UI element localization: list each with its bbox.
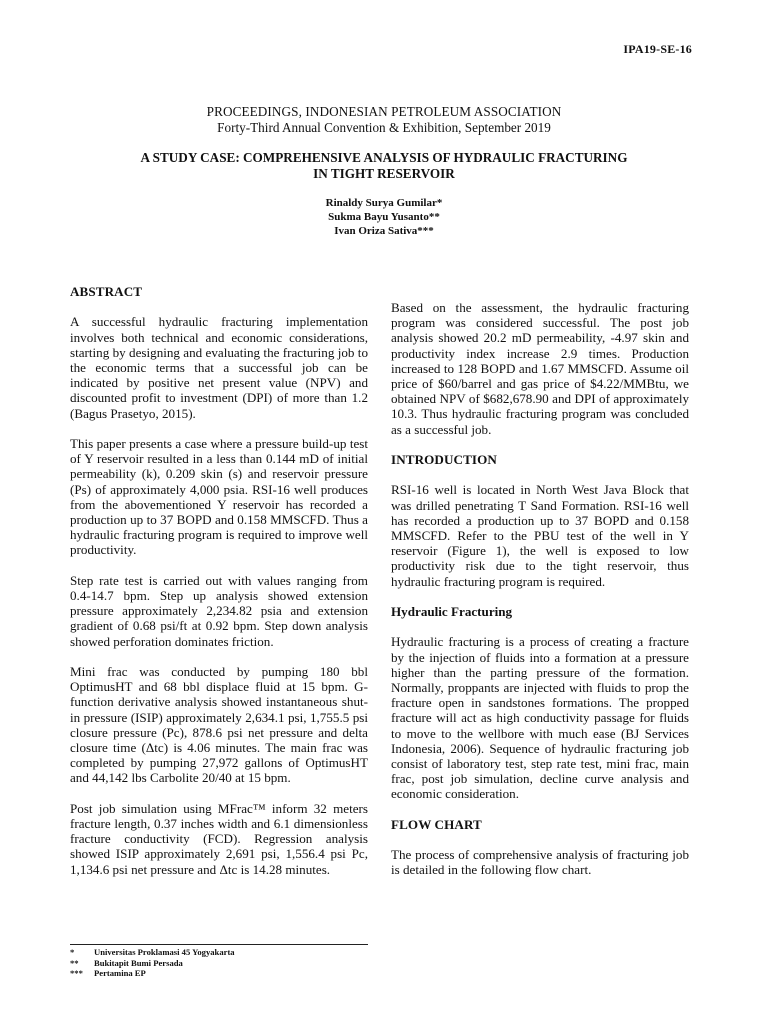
footnote-affiliation: Pertamina EP bbox=[94, 968, 146, 979]
author-name: Ivan Oriza Sativa*** bbox=[334, 225, 434, 237]
abstract-paragraph: Post job simulation using MFrac™ inform 32 meters fracture length, 0.37 inches width and 6.1 dimensionless fracture conductivity (FCD). Regression analysis showed ISIP approximately 2,691 psi, 1,556.4 psi Pc, 1,134.6 psi net pressure and Δtc is 14.28 minutes. bbox=[70, 800, 368, 877]
organization-name: PROCEEDINGS, INDONESIAN PETROLEUM ASSOCIATION bbox=[206, 104, 562, 119]
paper-title-line-2: IN TIGHT RESERVOIR bbox=[313, 166, 455, 181]
abstract-paragraph: Step rate test is carried out with values ranging from 0.4-14.7 bpm. Step up analysis showed extension pressure approximately 2,234.82 psia and extension gradient of 0.68 psi/ft at 0.92 bpm. Step down analysis showed perforation dominates friction. bbox=[70, 572, 368, 649]
abstract-heading: ABSTRACT bbox=[70, 284, 143, 299]
footnote-mark: * bbox=[70, 947, 75, 957]
footnote-mark: ** bbox=[70, 957, 79, 968]
author-list bbox=[0, 196, 768, 238]
footnote bbox=[70, 968, 235, 979]
abstract-paragraph: Mini frac was conducted by pumping 180 bbl OptimusHT and 68 bbl displace fluid at 15 bpm. G-function derivative analysis showed instantaneous shut-in pressure (ISIP) approximately 2,634.1 psi, 1,755.5 psi closure pressure (Pc), 878.6 psi net pressure and delta closure time (Δtc) is 4.06 minutes. The main frac was completed by pumping 27,972 gallons of OptimusHT and 44,142 lbs Carbolite 20/40 at 15 bpm. bbox=[70, 664, 368, 786]
abstract-paragraph: A successful hydraulic fracturing implementation involves both technical and economic considerations, starting by designing and evaluating the fracturing job to the economic terms that a successful job can be indicated by positive net present value (NPV) and discounted profit to investment (DPI) of more than 1.2 (Bagus Prasetyo, 2015). bbox=[70, 314, 368, 421]
author-name: Sukma Bayu Yusanto** bbox=[328, 211, 440, 223]
footnote bbox=[70, 947, 235, 958]
footnote bbox=[70, 958, 235, 969]
author-name: Rinaldy Surya Gumilar* bbox=[325, 197, 443, 209]
paper-header bbox=[0, 104, 768, 238]
paper-id: IPA19-SE-16 bbox=[623, 42, 692, 56]
footnote-affiliation: Bukitapit Bumi Persada bbox=[94, 957, 183, 968]
flow-chart-heading: FLOW CHART bbox=[391, 816, 482, 832]
paper-title bbox=[0, 150, 768, 182]
abstract-paragraph: This paper presents a case where a pressure build-up test of Y reservoir resulted in a less than 0.144 mD of initial permeability (k), 0.209 skin (s) and reservoir pressure (Ps) of approximately 4,000 psia. RSI-16 well produces from the abovementioned Y reservoir has recorded a production up to 37 BOPD and 0.158 MMSCFD. Thus a hydraulic fracturing program is required to improve well productivity. bbox=[70, 436, 368, 558]
convention-name: Forty-Third Annual Convention & Exhibition, September 2019 bbox=[217, 120, 551, 135]
abstract-paragraph: Based on the assessment, the hydraulic fracturing program was considered successful. The post job analysis showed 20.2 mD permeability, -4.97 skin and productivity index increase 2.9 times. Production increased to 128 BOPD and 1.67 MMSCFD. Assume oil price of $60/barrel and gas price of $4.22/MMBtu, we obtained NPV of $682,678.90 and DPI of approximately 10.3. Thus hydraulic fracturing program was concluded as a successful job. bbox=[391, 300, 689, 437]
footnote-mark: *** bbox=[70, 968, 83, 979]
flow-chart-paragraph: The process of comprehensive analysis of fracturing job is detailed in the following flow chart. bbox=[391, 847, 689, 878]
right-column bbox=[391, 300, 689, 893]
paper-title-line-1: A STUDY CASE: COMPREHENSIVE ANALYSIS OF HYDRAULIC FRACTURING bbox=[140, 150, 628, 165]
hydraulic-fracturing-heading: Hydraulic Fracturing bbox=[391, 604, 513, 620]
hydraulic-fracturing-paragraph: Hydraulic fracturing is a process of creating a fracture by the injection of fluids into a formation at a pressure higher than the parting pressure of the formation. Normally, proppants are injected with fluids to prop the fracture open in sandstones formations. The propped fracture will act as high conductivity passage for fluids to move to the wellbore with much ease (BJ Services Indonesia, 2006). Sequence of hydraulic fracturing job consist of laboratory test, step rate test, mini frac, main frac, post job simulation, decline curve analysis and economic consideration. bbox=[391, 634, 689, 802]
footnote-divider bbox=[70, 944, 368, 945]
introduction-heading: INTRODUCTION bbox=[391, 452, 497, 468]
footnotes bbox=[70, 947, 235, 979]
footnote-affiliation: Universitas Proklamasi 45 Yogyakarta bbox=[94, 947, 235, 957]
introduction-paragraph: RSI-16 well is located in North West Java Block that was drilled penetrating T Sand Formation. RSI-16 well has recorded a production up to 37 BOPD and 0.158 MMSCFD. Refer to the PBU test of the well in Y reservoir (Figure 1), the well is exposed to low productivity risk due to the tight reservoir, thus hydraulic fracturing program is required. bbox=[391, 482, 689, 589]
left-column bbox=[70, 284, 368, 892]
